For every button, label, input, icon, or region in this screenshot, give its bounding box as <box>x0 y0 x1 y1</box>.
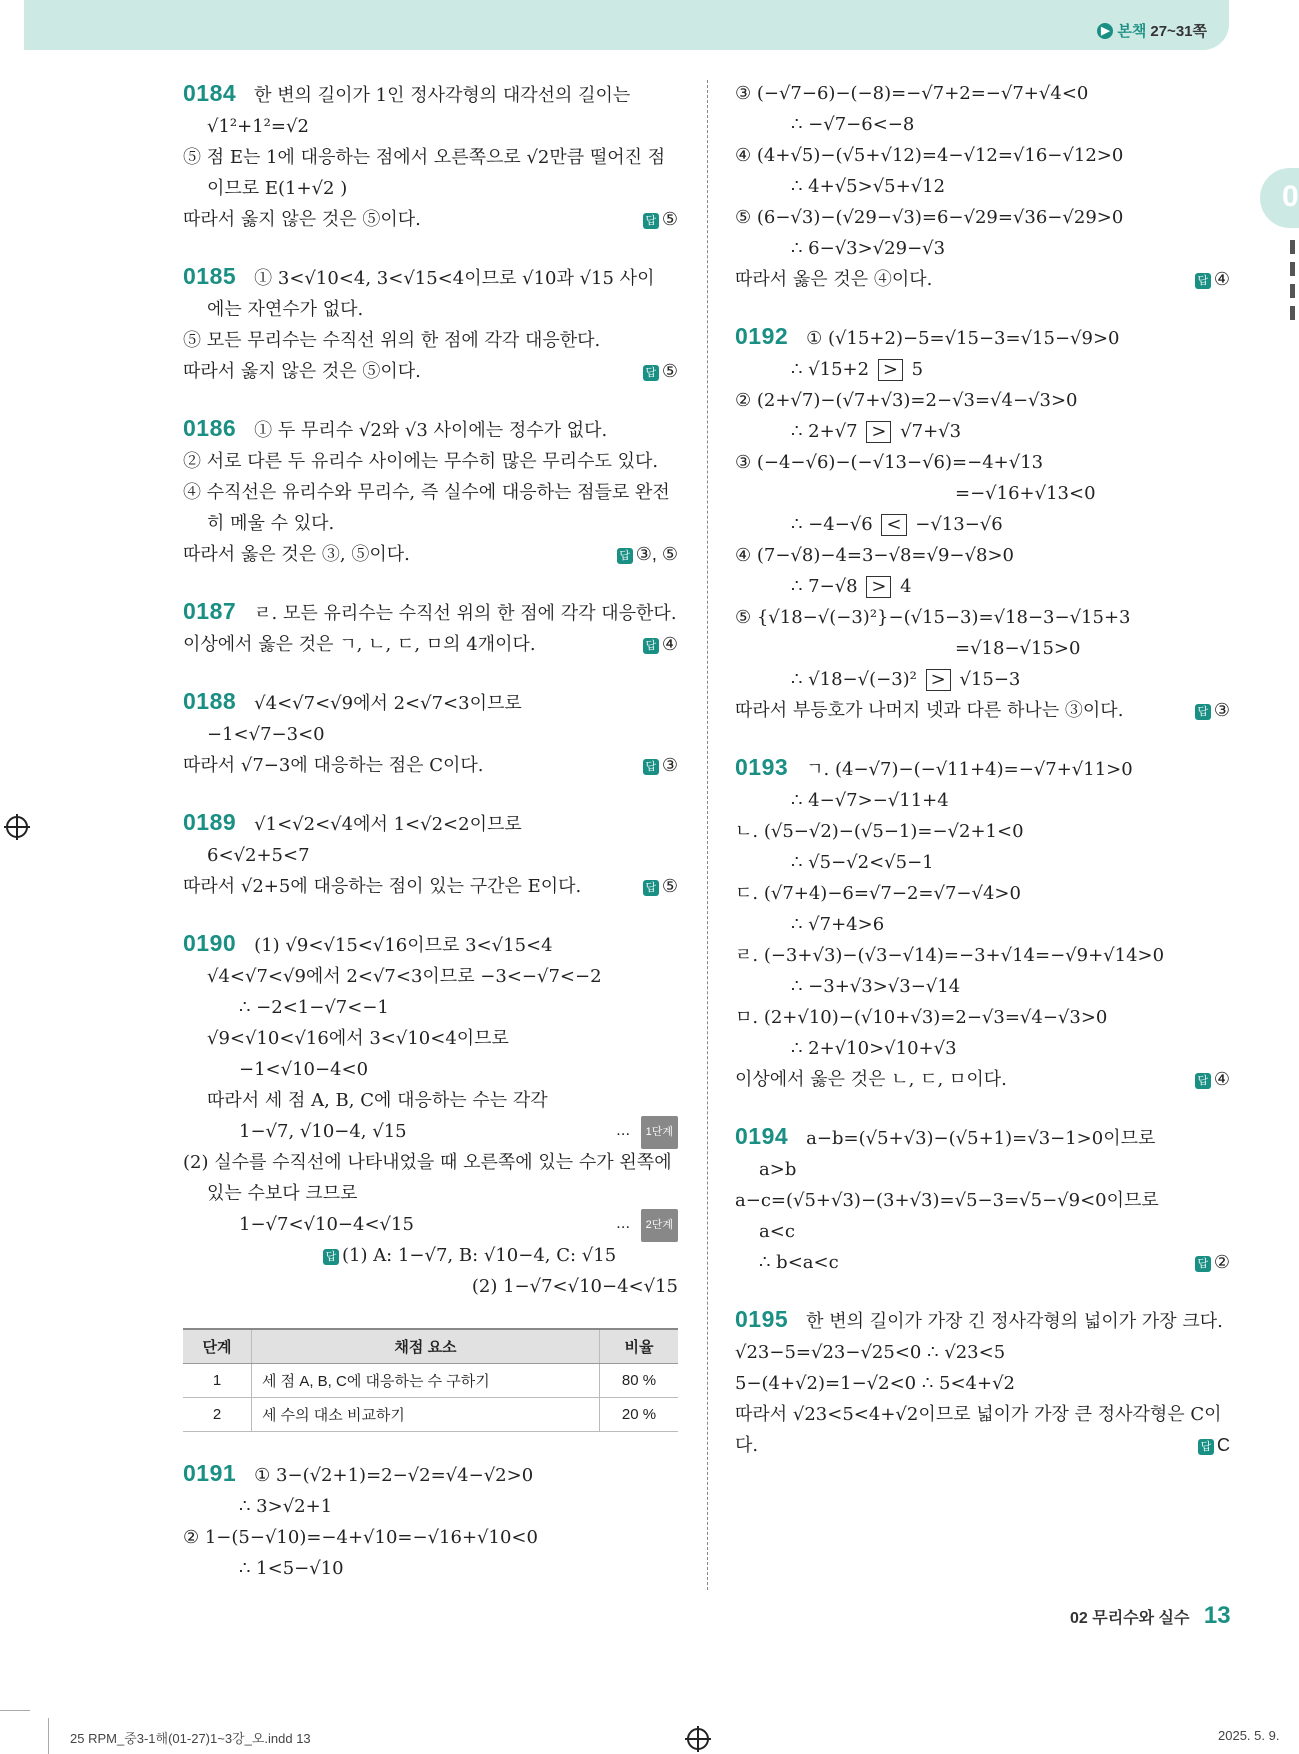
table-cell: 20 % <box>600 1398 679 1432</box>
line-text: ∴ √7+4>6 <box>791 914 885 935</box>
line-text: −1<√10−4<0 <box>239 1059 369 1080</box>
table-header: 단계 <box>183 1329 252 1364</box>
crop-line <box>48 1718 49 1754</box>
line-text: ④ (7−√8)−4=3−√8=√9−√8>0 <box>735 545 1014 566</box>
answer-mark: 답 C <box>1198 1430 1230 1461</box>
solution-line <box>735 1430 1230 1461</box>
solution-line <box>735 1154 1230 1185</box>
line-text: ∴ √15+2 > 5 <box>791 359 924 380</box>
line-text: ∴ −3+√3>√3−√14 <box>791 976 961 997</box>
inequality-box: > <box>878 359 903 381</box>
table-cell: 세 점 A, B, C에 대응하는 수 구하기 <box>252 1364 600 1398</box>
line-text: a−b=(√5+√3)−(√5+1)=√3−1>0이므로 <box>806 1128 1156 1149</box>
problem-number: 0191 <box>183 1460 237 1486</box>
solution-line <box>735 354 1230 385</box>
line-text: ∴ 1<5−√10 <box>239 1558 344 1579</box>
line-text: ㄹ. 모든 유리수는 수직선 위의 한 점에 각각 대응한다. <box>254 603 677 624</box>
solution-line <box>183 1240 678 1271</box>
line-text: ∴ 4−√7>−√11+4 <box>791 790 949 811</box>
line-text: ∴ 2+√7 > √7+√3 <box>791 421 962 442</box>
line-text: ∴ 3>√2+1 <box>239 1496 333 1517</box>
solution-line <box>183 750 678 781</box>
line-text: 따라서 √23<5<4+√2이므로 넓이가 가장 큰 정사각형은 C이 <box>735 1404 1222 1425</box>
line-text: ② (2+√7)−(√7+√3)=2−√3=√4−√3>0 <box>735 390 1078 411</box>
solution-line <box>735 785 1230 816</box>
solution-line <box>735 1185 1230 1216</box>
line-text: a<c <box>759 1221 795 1242</box>
line-text: ⑤ 점 E는 1에 대응하는 점에서 오른쪽으로 √2만큼 떨어진 점 <box>183 147 666 168</box>
solution-line <box>735 971 1230 1002</box>
inequality-box: > <box>866 421 891 443</box>
table-row <box>183 1398 678 1432</box>
solution-line <box>735 321 1230 354</box>
scoring-table <box>183 1328 678 1432</box>
line-text: 1−√7<√10−4<√15 <box>239 1214 414 1235</box>
line-text: −1<√7−3<0 <box>207 724 325 745</box>
solution-line <box>183 173 678 204</box>
answer-icon: 답 <box>643 759 659 775</box>
solution-line <box>735 78 1230 109</box>
solution-line <box>183 1491 678 1522</box>
line-text: √9<√10<√16에서 3<√10<4이므로 <box>207 1028 509 1049</box>
solution-line <box>183 1178 678 1209</box>
line-text: ∴ −√7−6<−8 <box>791 114 915 135</box>
solution-line <box>735 1368 1230 1399</box>
line-text: ∴ 2+√10>√10+√3 <box>791 1038 957 1059</box>
solution-line <box>735 540 1230 571</box>
problem-number: 0193 <box>735 754 789 780</box>
solution-line <box>183 446 678 477</box>
table-cell: 세 수의 대소 비교하기 <box>252 1398 600 1432</box>
chapter-title: 02 무리수와 실수 <box>1070 1610 1190 1627</box>
solution-line <box>183 142 678 173</box>
answer-icon: 답 <box>643 638 659 654</box>
line-text: ⑤ {√18−√(−3)²}−(√15−3)=√18−3−√15+3 <box>735 607 1131 628</box>
solution-line <box>183 1147 678 1178</box>
side-tab-text: 0 <box>1282 180 1299 213</box>
solution-line <box>183 325 678 356</box>
line-text: 따라서 옳은 것은 ④이다. <box>735 269 933 290</box>
problem-number: 0188 <box>183 688 237 714</box>
line-text: 이므로 E(1+√2 ) <box>207 178 348 199</box>
table-header: 채점 요소 <box>252 1329 600 1364</box>
line-text: ① 두 무리수 √2와 √3 사이에는 정수가 없다. <box>254 420 608 441</box>
solution-line <box>735 1121 1230 1154</box>
problem-0190 <box>183 928 678 1302</box>
solution-line <box>735 140 1230 171</box>
solution-line <box>183 1023 678 1054</box>
solution-line <box>735 233 1230 264</box>
inequality-box: > <box>926 669 951 691</box>
solution-line <box>183 78 678 111</box>
solution-line <box>735 385 1230 416</box>
solution-line <box>735 1064 1230 1095</box>
solution-line <box>183 596 678 629</box>
line-text: ④ 수직선은 유리수와 무리수, 즉 실수에 대응하는 점들로 완전 <box>183 482 670 503</box>
inequality-box: < <box>881 514 906 536</box>
solution-line <box>183 1085 678 1116</box>
line-text: 한 변의 길이가 1인 정사각형의 대각선의 길이는 <box>254 85 631 106</box>
solution-line <box>183 719 678 750</box>
line-text: (1) √9<√15<√16이므로 3<√15<4 <box>254 935 553 956</box>
problem-number: 0186 <box>183 415 237 441</box>
answer-icon: 답 <box>1195 273 1211 289</box>
line-text: 이상에서 옳은 것은 ㄴ, ㄷ, ㅁ이다. <box>735 1069 1007 1090</box>
line-text: 따라서 부등호가 나머지 넷과 다른 하나는 ③이다. <box>735 700 1124 721</box>
solution-line <box>183 1116 678 1147</box>
solution-line <box>735 633 1230 664</box>
line-text: (2) 실수를 수직선에 나타내었을 때 오른쪽에 있는 수가 왼쪽에 <box>183 1152 672 1173</box>
answer-icon: 답 <box>643 880 659 896</box>
solution-line <box>735 752 1230 785</box>
solution-line <box>183 1458 678 1491</box>
chapter-side-tab <box>1260 168 1299 228</box>
solution-line <box>735 940 1230 971</box>
table-row <box>183 1364 678 1398</box>
problem-0184 <box>183 78 678 235</box>
table-header: 비율 <box>600 1329 679 1364</box>
print-date: 2025. 5. 9. <box>1218 1728 1280 1743</box>
solution-line <box>183 356 678 387</box>
line-text: ① (√15+2)−5=√15−3=√15−√9>0 <box>806 328 1120 349</box>
answer-mark: 답 ② <box>1195 1247 1230 1278</box>
line-text: 따라서 √7−3에 대응하는 점은 C이다. <box>183 755 484 776</box>
line-text: ⑤ (6−√3)−(√29−√3)=6−√29=√36−√29>0 <box>735 207 1124 228</box>
line-text: 따라서 세 점 A, B, C에 대응하는 수는 각각 <box>207 1090 548 1111</box>
solution-line <box>735 1002 1230 1033</box>
line-text: 따라서 √2+5에 대응하는 점이 있는 구간은 E이다. <box>183 876 582 897</box>
solution-line <box>183 629 678 660</box>
line-text: 따라서 옳은 것은 ③, ⑤이다. <box>183 544 410 565</box>
page-footer <box>1070 1602 1231 1630</box>
answer-mark: 답 ③ <box>1195 695 1230 726</box>
problem-cont <box>735 78 1230 295</box>
solution-line <box>735 1337 1230 1368</box>
solution-line <box>183 928 678 961</box>
line-text: 다. <box>735 1435 759 1456</box>
arrow-right-icon: ▶ <box>1097 23 1113 39</box>
solution-line <box>735 847 1230 878</box>
line-text: ∴ −2<1−√7<−1 <box>239 997 389 1018</box>
ref-range: 27~31쪽 <box>1150 23 1207 40</box>
line-text: 1−√7, √10−4, √15 <box>239 1121 407 1142</box>
solution-line <box>183 111 678 142</box>
solution-line <box>183 1054 678 1085</box>
answer-mark: 답 ③ <box>643 750 678 781</box>
line-text: (2) 1−√7<√10−4<√15 <box>471 1276 678 1297</box>
line-text: √1²+1²=√2 <box>207 116 309 137</box>
line-text: ㄱ. (4−√7)−(−√11+4)=−√7+√11>0 <box>806 759 1133 780</box>
solution-line <box>735 816 1230 847</box>
line-text: ㄹ. (−3+√3)−(√3−√14)=−3+√14=−√9+√14>0 <box>735 945 1165 966</box>
line-text: ① 3−(√2+1)=2−√2=√4−√2>0 <box>254 1465 534 1486</box>
line-text: ⑤ 모든 무리수는 수직선 위의 한 점에 각각 대응한다. <box>183 330 601 351</box>
print-file-info: 25 RPM_중3-1해(01-27)1~3강_오.indd 13 <box>70 1731 311 1746</box>
line-text: ∴ −4−√6 < −√13−√6 <box>791 514 1003 535</box>
answer-mark: 답 ④ <box>643 629 678 660</box>
solution-line <box>183 961 678 992</box>
line-text: √1<√2<√4에서 1<√2<2이므로 <box>254 814 522 835</box>
problem-0189 <box>183 807 678 902</box>
registration-mark-icon <box>687 1728 709 1750</box>
solution-line <box>183 992 678 1023</box>
solution-line <box>183 1209 678 1240</box>
header-band <box>24 0 1229 50</box>
problem-number: 0192 <box>735 323 789 349</box>
answer-icon: 답 <box>1195 1256 1211 1272</box>
answer-icon: 답 <box>1198 1439 1214 1455</box>
problem-number: 0187 <box>183 598 237 624</box>
registration-mark-icon <box>6 816 28 838</box>
solution-line <box>183 1553 678 1584</box>
problem-number: 0185 <box>183 263 237 289</box>
answer-mark: 답 ④ <box>1195 1064 1230 1095</box>
problem-0191 <box>183 1458 678 1584</box>
side-marks <box>1290 240 1296 328</box>
line-text: 히 메울 수 있다. <box>207 513 335 534</box>
line-text: 따라서 옳지 않은 것은 ⑤이다. <box>183 209 421 230</box>
problem-0185 <box>183 261 678 387</box>
solution-line <box>183 413 678 446</box>
solution-line <box>183 686 678 719</box>
problem-0192 <box>735 321 1230 726</box>
line-text: 따라서 옳지 않은 것은 ⑤이다. <box>183 361 421 382</box>
page-reference <box>1097 20 1207 41</box>
solution-line <box>735 109 1230 140</box>
solution-line <box>735 909 1230 940</box>
line-text: ② 1−(5−√10)=−4+√10=−√16+√10<0 <box>183 1527 538 1548</box>
solution-line <box>183 204 678 235</box>
answer-mark: 답 ④ <box>1195 264 1230 295</box>
solution-line <box>183 840 678 871</box>
answer-icon: 답 <box>323 1249 339 1265</box>
solution-line <box>735 1033 1230 1064</box>
line-text: a−c=(√5+√3)−(3+√3)=√5−3=√5−√9<0이므로 <box>735 1190 1159 1211</box>
line-text: 에는 자연수가 없다. <box>207 299 364 320</box>
solution-line <box>735 416 1230 447</box>
line-text: ④ (4+√5)−(√5+√12)=4−√12=√16−√12>0 <box>735 145 1124 166</box>
solution-line <box>183 477 678 508</box>
line-text: 5−(4+√2)=1−√2<0 ∴ 5<4+√2 <box>735 1373 1015 1394</box>
problem-0187 <box>183 596 678 660</box>
solution-line <box>735 447 1230 478</box>
line-text: =√18−√15>0 <box>955 638 1081 659</box>
line-text: ① 3<√10<4, 3<√15<4이므로 √10과 √15 사이 <box>254 268 655 289</box>
problem-0194 <box>735 1121 1230 1278</box>
right-column <box>735 78 1230 1487</box>
solution-line <box>735 664 1230 695</box>
solution-line <box>183 1271 678 1302</box>
line-text: ∴ b<a<c <box>759 1252 839 1273</box>
solution-line <box>735 171 1230 202</box>
line-text: ∴ 4+√5>√5+√12 <box>791 176 946 197</box>
line-text: ㄷ. (√7+4)−6=√7−2=√7−√4>0 <box>735 883 1021 904</box>
line-text: (1) A: 1−√7, B: √10−4, C: √15 <box>341 1245 617 1266</box>
answer-mark: 답 ⑤ <box>643 356 678 387</box>
solution-line <box>735 264 1230 295</box>
problem-number: 0190 <box>183 930 237 956</box>
line-text: ∴ √18−√(−3)² > √15−3 <box>791 669 1021 690</box>
ref-label: 본책 <box>1117 23 1147 40</box>
column-divider <box>707 80 708 1590</box>
solution-line <box>183 871 678 902</box>
line-text: ㅁ. (2+√10)−(√10+√3)=2−√3=√4−√3>0 <box>735 1007 1108 1028</box>
step-badge: … 1단계 <box>616 1116 678 1149</box>
line-text: 한 변의 길이가 가장 긴 정사각형의 넓이가 가장 크다. <box>806 1311 1223 1332</box>
left-column <box>183 78 678 1610</box>
answer-mark: 답 ③, ⑤ <box>617 539 678 570</box>
answer-mark: 답 ⑤ <box>643 871 678 902</box>
solution-line <box>183 807 678 840</box>
line-text: 있는 수보다 크므로 <box>207 1183 358 1204</box>
solution-line <box>735 695 1230 726</box>
problem-number: 0195 <box>735 1306 789 1332</box>
answer-icon: 답 <box>1195 704 1211 720</box>
table-cell: 2 <box>183 1398 252 1432</box>
solution-line <box>735 1247 1230 1278</box>
solution-line <box>735 1216 1230 1247</box>
table-cell: 1 <box>183 1364 252 1398</box>
line-text: √4<√7<√9에서 2<√7<3이므로 <box>254 693 522 714</box>
table-cell: 80 % <box>600 1364 679 1398</box>
line-text: ③ (−√7−6)−(−8)=−√7+2=−√7+√4<0 <box>735 83 1089 104</box>
problem-number: 0189 <box>183 809 237 835</box>
line-text: ∴ 7−√8 > 4 <box>791 576 912 597</box>
line-text: a>b <box>759 1159 797 1180</box>
problem-0193 <box>735 752 1230 1095</box>
solution-line <box>735 1304 1230 1337</box>
solution-line <box>183 261 678 294</box>
line-text: 이상에서 옳은 것은 ㄱ, ㄴ, ㄷ, ㅁ의 4개이다. <box>183 634 536 655</box>
solution-line <box>183 508 678 539</box>
line-text: ③ (−4−√6)−(−√13−√6)=−4+√13 <box>735 452 1044 473</box>
solution-line <box>735 602 1230 633</box>
page-number: 13 <box>1203 1602 1231 1629</box>
answer-icon: 답 <box>643 365 659 381</box>
line-text: ∴ 6−√3>√29−√3 <box>791 238 946 259</box>
line-text: ㄴ. (√5−√2)−(√5−1)=−√2+1<0 <box>735 821 1024 842</box>
line-text: =−√16+√13<0 <box>955 483 1096 504</box>
step-badge: … 2단계 <box>616 1209 678 1242</box>
solution-line <box>735 478 1230 509</box>
problem-0188 <box>183 686 678 781</box>
answer-icon: 답 <box>1195 1073 1211 1089</box>
problem-number: 0184 <box>183 80 237 106</box>
problem-0186 <box>183 413 678 570</box>
line-text: ② 서로 다른 두 유리수 사이에는 무수히 많은 무리수도 있다. <box>183 451 659 472</box>
solution-line <box>183 1522 678 1553</box>
solution-line <box>735 1399 1230 1430</box>
solution-line <box>183 294 678 325</box>
solution-line <box>735 571 1230 602</box>
inequality-box: > <box>866 576 891 598</box>
crop-line <box>0 1710 30 1711</box>
line-text: √23−5=√23−√25<0 ∴ √23<5 <box>735 1342 1006 1363</box>
solution-line <box>735 202 1230 233</box>
solution-line <box>735 878 1230 909</box>
solution-line <box>735 509 1230 540</box>
answer-mark: 답 ⑤ <box>643 204 678 235</box>
line-text: 6<√2+5<7 <box>207 845 310 866</box>
answer-icon: 답 <box>643 213 659 229</box>
line-text: ∴ √5−√2<√5−1 <box>791 852 934 873</box>
problem-0195 <box>735 1304 1230 1461</box>
solution-line <box>183 539 678 570</box>
problem-number: 0194 <box>735 1123 789 1149</box>
line-text: √4<√7<√9에서 2<√7<3이므로 −3<−√7<−2 <box>207 966 602 987</box>
answer-icon: 답 <box>617 548 633 564</box>
